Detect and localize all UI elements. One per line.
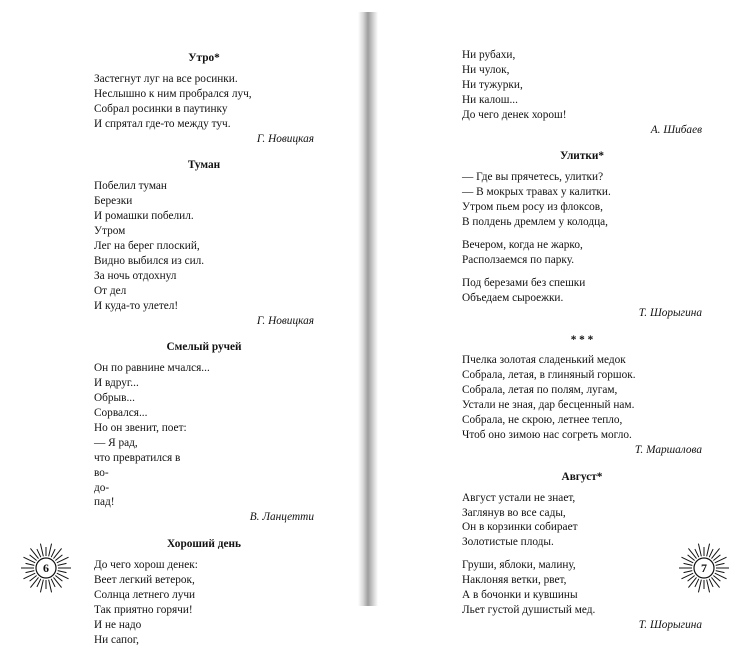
poem-author: А. Шибаев [650, 123, 702, 136]
poem-title: Туман [187, 159, 221, 172]
book-gutter-shadow [358, 12, 378, 606]
poem-line: До чего хорош денек: [94, 559, 198, 572]
poem-line: Собрала, летая по полям, лугам, [462, 384, 618, 397]
left-page-text-column [94, 51, 314, 648]
poem-line: Побелил туман [94, 180, 167, 193]
poem-author: Г. Новицкая [256, 132, 314, 145]
poem-line: Заглянув во все сады, [462, 506, 566, 519]
poem-line: Ни сапог, [94, 633, 139, 646]
poem-line: Наклоняя ветки, рвет, [462, 574, 567, 587]
poem [94, 537, 314, 647]
page-number-right: 7 [701, 560, 707, 575]
poem-line: Обрыв... [94, 392, 135, 405]
poem-line: И спрятал где-то между туч. [94, 117, 231, 130]
poem-line: Устали не зная, дар бесценный нам. [462, 399, 635, 412]
poem-line: Чтоб оно зимою нас согреть могло. [462, 428, 632, 441]
poem-line: что превратился в [94, 451, 181, 464]
poem-line: Утром пьем росу из флоксов, [462, 201, 603, 214]
poem-line: Он по равнине мчался... [94, 362, 210, 375]
poem-line: Утром [94, 225, 126, 238]
poem-line: до- [94, 481, 110, 494]
poem-line: Видно выбился из сил. [94, 254, 205, 267]
poem-title: Улитки* [559, 150, 605, 163]
poem-line: Льет густой душистый мед. [462, 604, 596, 616]
poem-line: Веет легкий ветерок, [94, 574, 195, 587]
poem [462, 149, 702, 320]
poem-line: — Где вы прячетесь, улитки? [462, 171, 604, 184]
poem-line: Ни рубахи, [462, 49, 516, 61]
right-page [378, 0, 744, 631]
left-page [0, 0, 358, 646]
poem-line: Солнца летнего лучи [94, 589, 196, 601]
poem-line: Ни калош... [462, 93, 518, 106]
poem-line: Лег на берег плоский, [94, 239, 200, 252]
poem-line: И ромашки побелил. [94, 210, 194, 223]
page-number-badge-left [20, 542, 72, 594]
poem-line: До чего денек хорош! [462, 108, 567, 121]
poem-line: Застегнут луг на все росинки. [94, 72, 238, 85]
poem-title: Хороший день [167, 538, 241, 551]
poem-title: * * * [570, 333, 594, 346]
poem-line: Груши, яблоки, малину, [462, 559, 576, 572]
poem-line: И куда-то улетел! [94, 299, 179, 312]
poem-line: Он в корзинки собирает [462, 521, 578, 534]
poem-line: Ни чулок, [462, 63, 510, 76]
poem-line: А в бочонки и кувшины [462, 589, 578, 602]
poem-line: В полдень дремлем у колодца, [462, 216, 608, 229]
poem [462, 470, 702, 633]
poem-line: И вдруг... [94, 377, 139, 390]
poem-line: пад! [94, 496, 115, 509]
poem [94, 51, 314, 146]
poem-line: За ночь отдохнул [94, 269, 177, 282]
poem-author: Г. Новицкая [256, 314, 314, 327]
poem-line: Березки [94, 195, 133, 208]
poem-line: Объедаем сыроежки. [462, 291, 564, 304]
poem-line: Август устали не знает, [462, 491, 576, 504]
poem-line: Расползаемся по парку. [462, 253, 575, 266]
poem-line: Золотистые плоды. [462, 536, 554, 549]
poem-line: Под березами без спешки [462, 276, 586, 289]
page-number-badge-right [678, 542, 730, 594]
poem [462, 48, 702, 137]
right-page-text-column [462, 48, 702, 633]
poem-line: Сорвался... [94, 407, 148, 420]
poem-title: Август* [561, 470, 603, 483]
poem-line: во- [94, 466, 109, 479]
poem-line: — В мокрых травах у калитки. [462, 186, 611, 199]
poem-line: И не надо [94, 618, 142, 631]
poem-line: — Я рад, [94, 436, 138, 449]
page-number-left: 6 [43, 560, 49, 575]
poem-line: Ни тужурки, [462, 78, 523, 91]
poem-line: Но он звенит, поет: [94, 421, 187, 434]
poem-line: Неслышно к ним пробрался луч, [94, 87, 252, 100]
poem-line: Собрала, летая, в глиняный горшок. [462, 369, 636, 382]
poem [94, 158, 314, 328]
poem [462, 333, 702, 458]
poem-line: Собрала, не скрою, летнее тепло, [462, 414, 623, 427]
poem-line: Пчелка золотая сладенький медок [462, 354, 626, 367]
poem-author: В. Ланцетти [249, 511, 314, 524]
poem-author: Т. Шорыгина [638, 618, 702, 631]
poem [94, 340, 314, 525]
poem-title: Утро* [188, 52, 220, 64]
poem-line: Так приятно горячи! [94, 603, 193, 616]
poem-author: Т. Шорыгина [638, 306, 702, 319]
poem-line: От дел [94, 284, 127, 297]
poem-line: Вечером, когда не жарко, [462, 238, 583, 251]
poem-author: Т. Маршалова [634, 443, 702, 456]
poem-title: Смелый ручей [166, 341, 242, 354]
poem-line: Собрал росинки в паутинку [94, 102, 228, 115]
